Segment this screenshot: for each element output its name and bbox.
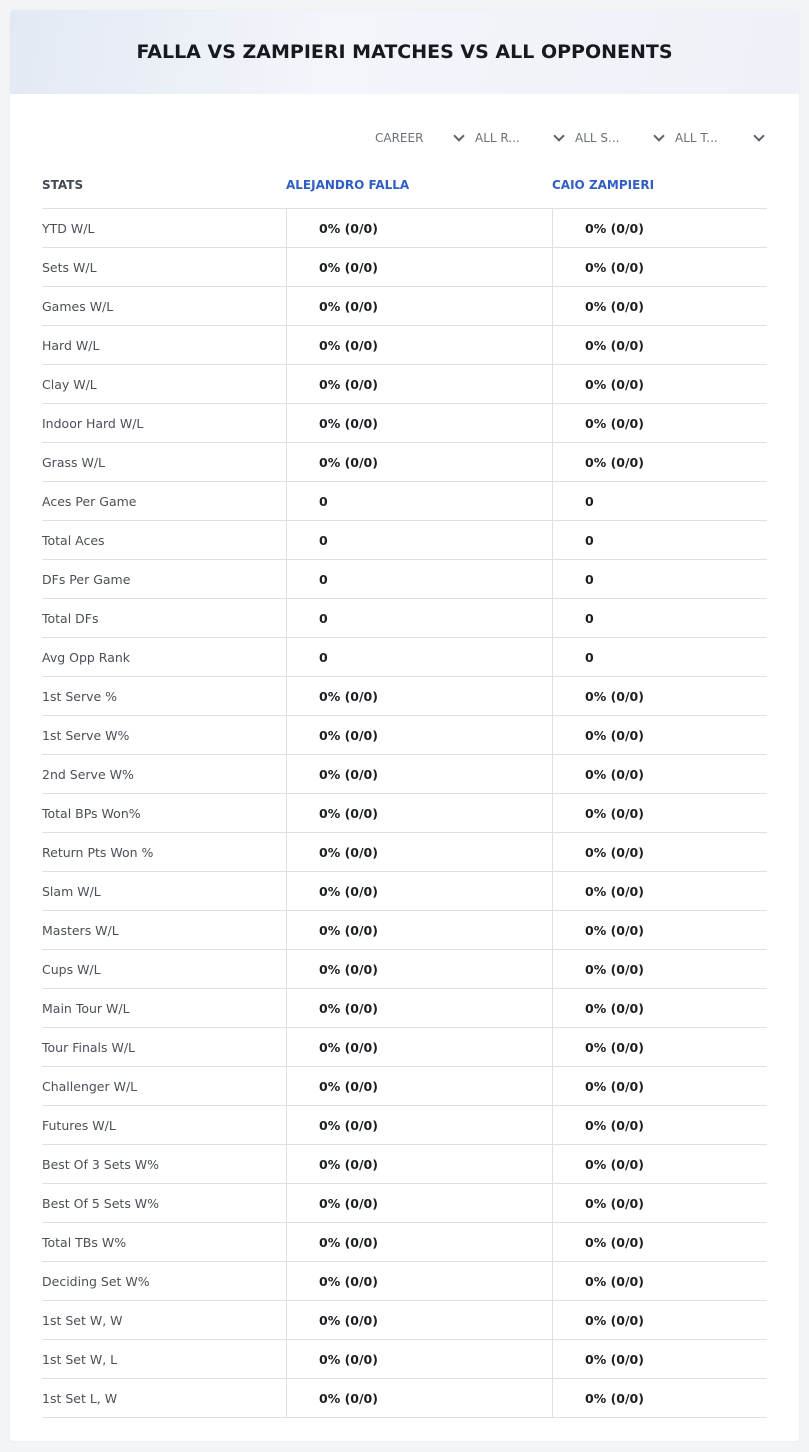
stat-label: 1st Set L, W [42,1390,118,1406]
player2-stat-value: 0% (0/0) [552,287,767,325]
player2-link[interactable]: CAIO ZAMPIERI [552,178,655,192]
stat-label: Hard W/L [42,337,100,353]
table-row [42,1340,767,1379]
player1-stat-value: 0% (0/0) [286,794,552,832]
stat-label: Aces Per Game [42,493,137,509]
player2-stat-value: 0 [552,599,767,637]
player1-stat-value: 0% (0/0) [286,911,552,949]
stat-label: DFs Per Game [42,571,131,587]
filter-round-select[interactable] [467,124,567,152]
table-row [42,638,767,677]
player1-stat-value: 0 [286,638,552,676]
table-row [42,248,767,287]
filter-surface-select[interactable] [567,124,667,152]
player2-stat-value: 0% (0/0) [552,1028,767,1066]
player1-stat-value: 0% (0/0) [286,677,552,715]
page-title: FALLA VS ZAMPIERI MATCHES VS ALL OPPONENTS [136,41,673,63]
player2-stat-value: 0% (0/0) [552,1184,767,1222]
table-row [42,1301,767,1340]
player2-stat-value: 0% (0/0) [552,443,767,481]
player1-stat-value: 0% (0/0) [286,989,552,1027]
player2-stat-value: 0 [552,521,767,559]
table-row [42,599,767,638]
player1-stat-value: 0 [286,599,552,637]
player1-stat-value: 0% (0/0) [286,833,552,871]
table-row [42,1145,767,1184]
player2-stat-value: 0% (0/0) [552,326,767,364]
player2-stat-value: 0% (0/0) [552,209,767,247]
card-header [10,10,799,94]
player2-stat-value: 0% (0/0) [552,1379,767,1417]
table-row [42,911,767,950]
table-row [42,287,767,326]
table-row [42,482,767,521]
player1-stat-value: 0 [286,521,552,559]
player2-stat-value: 0 [552,560,767,598]
player2-stat-value: 0% (0/0) [552,365,767,403]
stat-label: Grass W/L [42,454,106,470]
table-row [42,833,767,872]
player1-stat-value: 0% (0/0) [286,443,552,481]
stat-label: Futures W/L [42,1117,116,1133]
player1-stat-value: 0% (0/0) [286,1145,552,1183]
chevron-down-icon [453,130,464,141]
stat-label: 1st Serve % [42,688,118,704]
player1-stat-value: 0% (0/0) [286,1340,552,1378]
table-row [42,1106,767,1145]
player1-stat-value: 0% (0/0) [286,1028,552,1066]
stat-label: Deciding Set W% [42,1273,150,1289]
player2-stat-value: 0% (0/0) [552,872,767,910]
stat-label: Total Aces [42,532,105,548]
table-row [42,1262,767,1301]
table-row [42,443,767,482]
table-row [42,326,767,365]
player1-stat-value: 0% (0/0) [286,1262,552,1300]
stat-label: Total DFs [42,610,99,626]
player2-stat-value: 0% (0/0) [552,755,767,793]
stat-label: Clay W/L [42,376,97,392]
player1-stat-value: 0% (0/0) [286,404,552,442]
table-row [42,209,767,248]
filter-period-select[interactable] [367,124,467,152]
stats-column-header: STATS [42,178,84,192]
stat-label: Main Tour W/L [42,1000,130,1016]
stat-label: Return Pts Won % [42,844,154,860]
filter-label: ALL S... [575,131,620,145]
player2-stat-value: 0% (0/0) [552,1067,767,1105]
player1-stat-value: 0% (0/0) [286,209,552,247]
player2-stat-value: 0% (0/0) [552,911,767,949]
player2-stat-value: 0% (0/0) [552,1223,767,1261]
player2-stat-value: 0% (0/0) [552,989,767,1027]
player2-stat-value: 0% (0/0) [552,1340,767,1378]
stat-label: Indoor Hard W/L [42,415,144,431]
player1-stat-value: 0% (0/0) [286,755,552,793]
player2-stat-value: 0% (0/0) [552,833,767,871]
player1-stat-value: 0% (0/0) [286,950,552,988]
table-row [42,1379,767,1418]
player2-stat-value: 0% (0/0) [552,1301,767,1339]
player1-link[interactable]: ALEJANDRO FALLA [286,178,410,192]
stats-card [10,10,799,1441]
stat-label: Avg Opp Rank [42,649,131,665]
table-row [42,560,767,599]
stat-label: 1st Set W, W [42,1312,123,1328]
table-row [42,1067,767,1106]
stat-label: Tour Finals W/L [42,1039,136,1055]
player1-stat-value: 0% (0/0) [286,287,552,325]
filter-label: CAREER [375,131,424,145]
chevron-down-icon [653,130,664,141]
table-row [42,950,767,989]
player1-stat-value: 0% (0/0) [286,248,552,286]
player2-stat-value: 0 [552,638,767,676]
table-row [42,1223,767,1262]
player2-stat-value: 0% (0/0) [552,950,767,988]
stat-label: 1st Serve W% [42,727,130,743]
stat-label: Best Of 3 Sets W% [42,1156,160,1172]
filter-bar [367,124,767,152]
stat-label: 2nd Serve W% [42,766,134,782]
player2-stat-value: 0 [552,482,767,520]
player1-stat-value: 0% (0/0) [286,1106,552,1144]
stat-label: Total BPs Won% [42,805,141,821]
player2-stat-value: 0% (0/0) [552,677,767,715]
player1-stat-value: 0% (0/0) [286,872,552,910]
player1-stat-value: 0 [286,482,552,520]
table-row [42,716,767,755]
player1-stat-value: 0% (0/0) [286,1379,552,1417]
table-row [42,521,767,560]
player1-stat-value: 0% (0/0) [286,1223,552,1261]
chevron-down-icon [753,130,764,141]
player2-stat-value: 0% (0/0) [552,248,767,286]
player2-stat-value: 0% (0/0) [552,1106,767,1144]
table-row [42,794,767,833]
table-row [42,404,767,443]
stats-table [42,162,767,1418]
stat-label: 1st Set W, L [42,1351,118,1367]
player2-stat-value: 0% (0/0) [552,1145,767,1183]
stat-label: Masters W/L [42,922,119,938]
table-row [42,872,767,911]
stat-label: Slam W/L [42,883,101,899]
stat-label: Total TBs W% [42,1234,127,1250]
stat-label: Games W/L [42,298,114,314]
table-row [42,365,767,404]
table-row [42,989,767,1028]
filter-label: ALL T... [675,131,718,145]
player1-stat-value: 0 [286,560,552,598]
player1-stat-value: 0% (0/0) [286,326,552,364]
table-row [42,677,767,716]
player1-stat-value: 0% (0/0) [286,365,552,403]
stat-label: Cups W/L [42,961,101,977]
player2-stat-value: 0% (0/0) [552,716,767,754]
player2-stat-value: 0% (0/0) [552,404,767,442]
player1-stat-value: 0% (0/0) [286,1184,552,1222]
filter-tournament-select[interactable] [667,124,767,152]
table-row [42,1184,767,1223]
table-row [42,1028,767,1067]
table-row [42,755,767,794]
chevron-down-icon [553,130,564,141]
stat-label: YTD W/L [42,220,95,236]
stat-label: Sets W/L [42,259,97,275]
stat-label: Best Of 5 Sets W% [42,1195,160,1211]
player2-stat-value: 0% (0/0) [552,794,767,832]
player1-stat-value: 0% (0/0) [286,1301,552,1339]
stat-label: Challenger W/L [42,1078,138,1094]
player2-stat-value: 0% (0/0) [552,1262,767,1300]
player1-stat-value: 0% (0/0) [286,1067,552,1105]
table-body [42,209,767,1418]
filter-label: ALL R... [475,131,520,145]
table-header [42,162,767,209]
player1-stat-value: 0% (0/0) [286,716,552,754]
